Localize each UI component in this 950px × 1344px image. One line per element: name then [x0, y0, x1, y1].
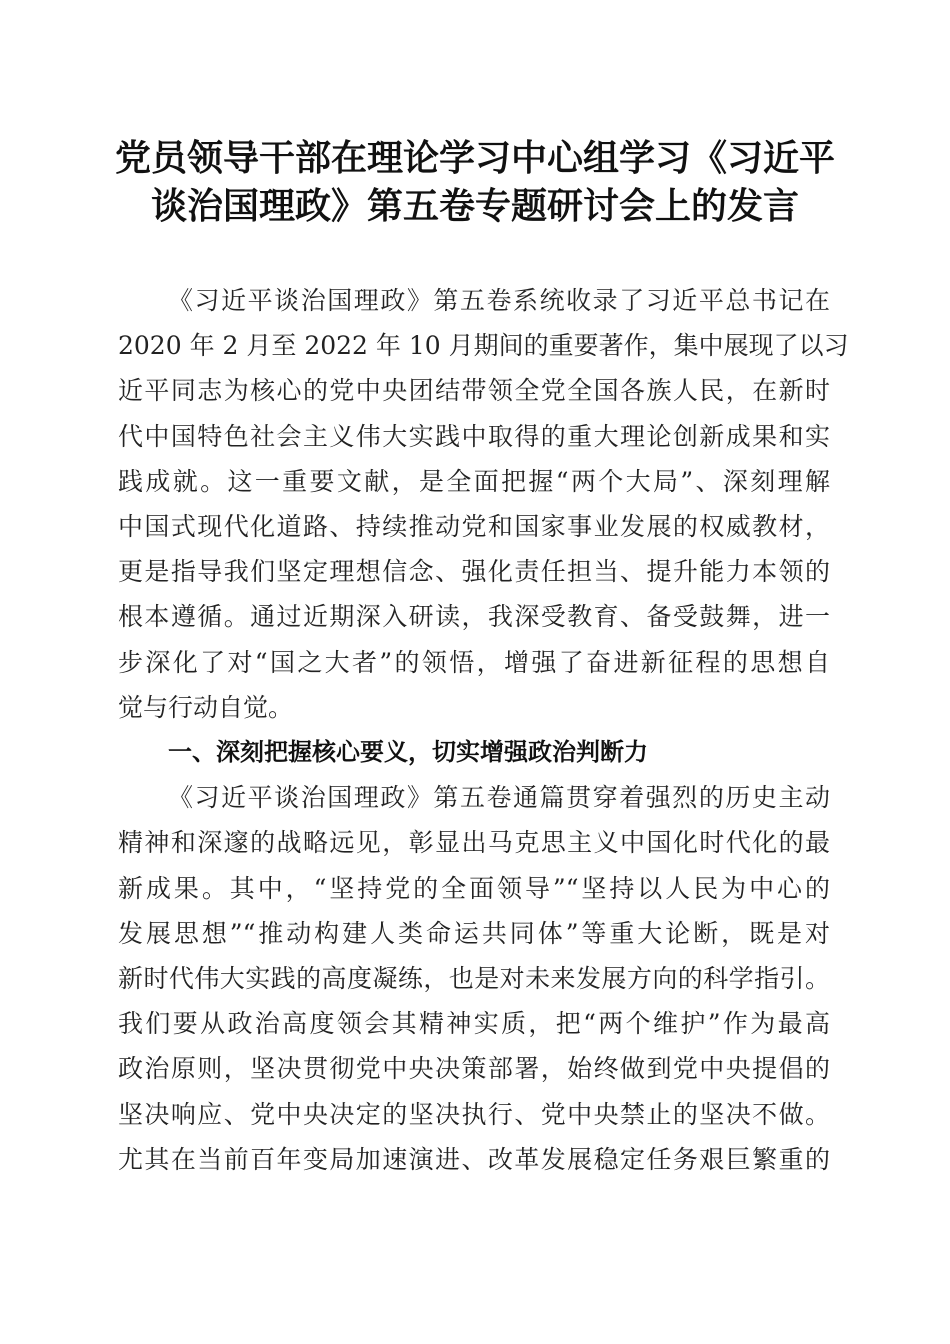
paragraph-line: 尤其在当前百年变局加速演进、改革发展稳定任务艰巨繁重的	[118, 1144, 830, 1174]
paragraph-line: 精神和深邃的战略远见，彰显出马克思主义中国化时代化的最	[118, 828, 830, 858]
paragraph-line: 根本遵循。通过近期深入研读，我深受教育、备受鼓舞，进一	[118, 602, 830, 632]
paragraph-line: 步深化了对“国之大者”的领悟，增强了奋进新征程的思想自	[118, 647, 830, 677]
paragraph-line: 《习近平谈治国理政》第五卷通篇贯穿着强烈的历史主动	[168, 783, 830, 813]
paragraph-line: 我们要从政治高度领会其精神实质，把“两个维护”作为最高	[118, 1009, 830, 1039]
document-body	[118, 278, 849, 1182]
paragraph-line: 中国式现代化道路、持续推动党和国家事业发展的权威教材，	[118, 512, 830, 542]
paragraph-line: 践成就。这一重要文献，是全面把握“两个大局”、深刻理解	[118, 466, 830, 496]
section-heading: 一、深刻把握核心要义，切实增强政治判断力	[168, 738, 648, 767]
paragraph-line: 发展思想”“推动构建人类命运共同体”等重大论断，既是对	[118, 918, 830, 948]
paragraph-line: 政治原则，坚决贯彻党中央决策部署，始终做到党中央提倡的	[118, 1054, 830, 1084]
paragraph-line: 觉与行动自觉。	[118, 692, 294, 722]
paragraph-line: 代中国特色社会主义伟大实践中取得的重大理论创新成果和实	[118, 421, 830, 451]
paragraph-line: 新时代伟大实践的高度凝练，也是对未来发展方向的科学指引。	[118, 964, 830, 994]
paragraph-section1	[118, 775, 830, 1182]
paragraph-line: 2020 年 2 月至 2022 年 10 月期间的重要著作，集中展现了以习	[118, 331, 849, 361]
title-line: 谈治国理政》第五卷专题研讨会上的发言	[150, 185, 799, 227]
document-title	[60, 134, 890, 230]
paragraph-line: 《习近平谈治国理政》第五卷系统收录了习近平总书记在	[168, 286, 830, 315]
paragraph-line: 新成果。其中，“坚持党的全面领导”“坚持以人民为中心的	[118, 873, 830, 903]
paragraph-intro	[118, 278, 849, 730]
paragraph-line: 更是指导我们坚定理想信念、强化责任担当、提升能力本领的	[118, 557, 830, 587]
paragraph-line: 坚决响应、党中央决定的坚决执行、党中央禁止的坚决不做。	[118, 1099, 830, 1129]
title-line: 党员领导干部在理论学习中心组学习《习近平	[114, 137, 835, 179]
paragraph-line: 近平同志为核心的党中央团结带领全党全国各族人民，在新时	[118, 376, 830, 406]
